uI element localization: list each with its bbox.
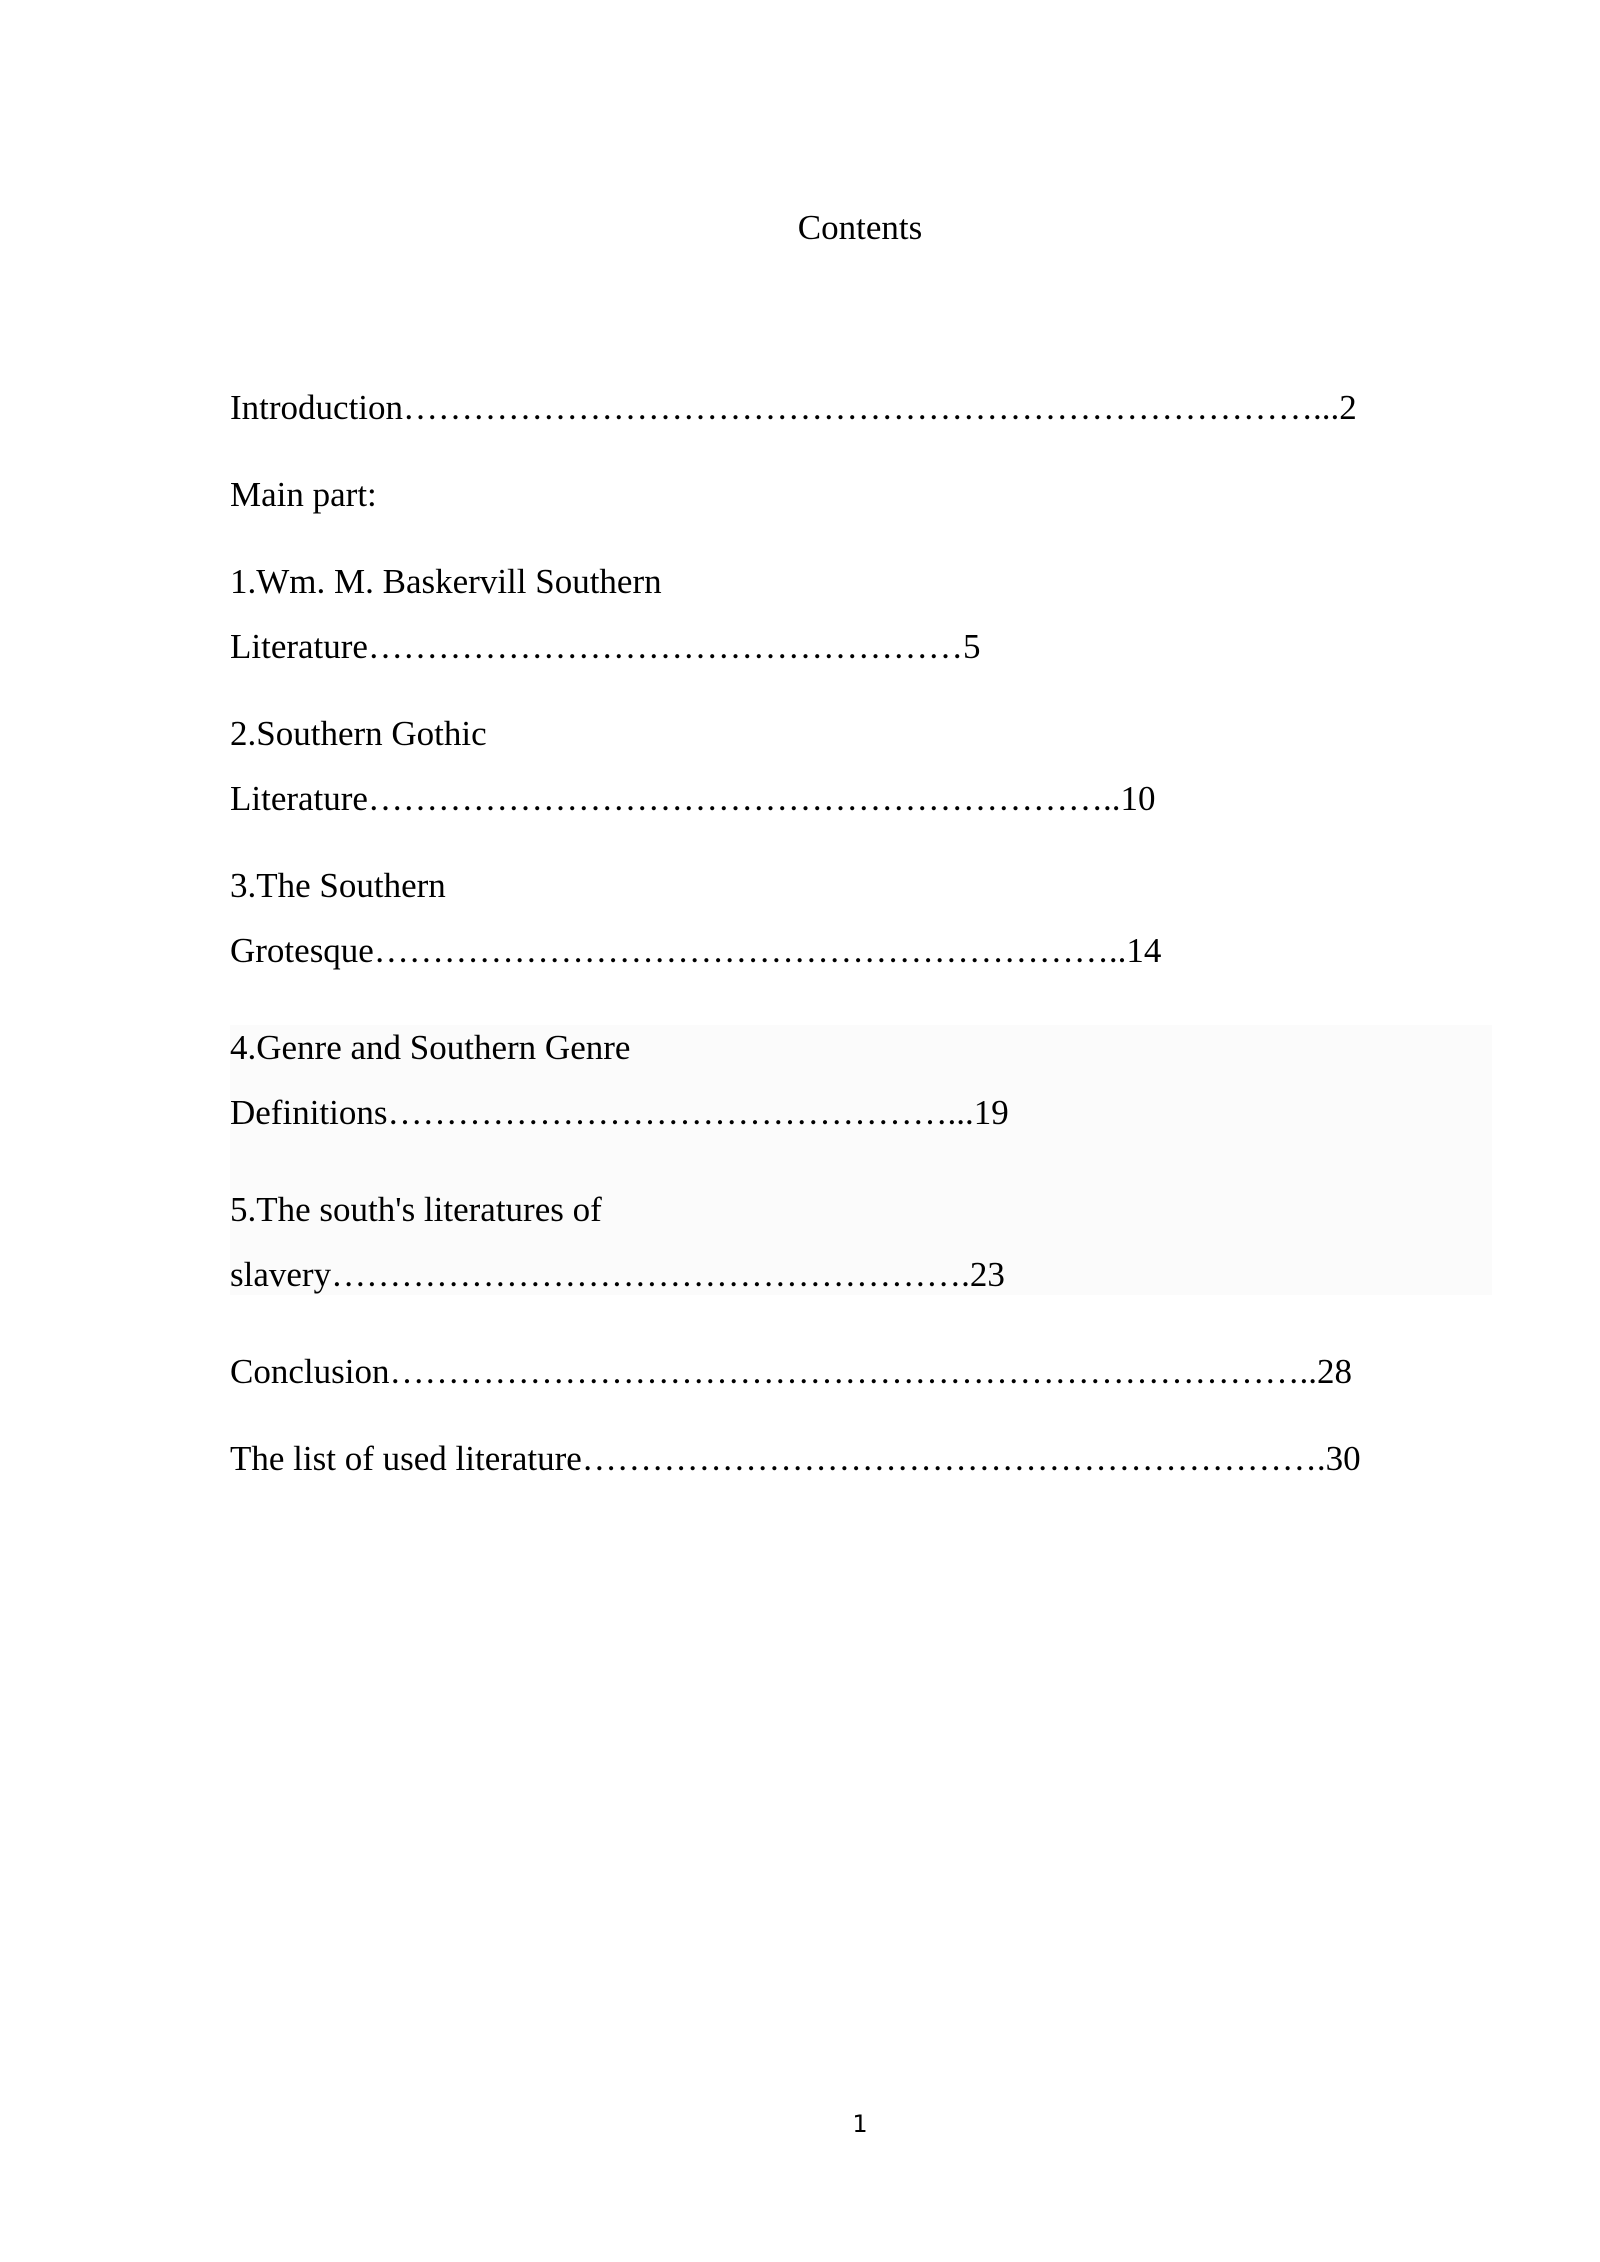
toc-item4-entry: Definitions…………………………………………...19	[230, 1093, 1009, 1132]
page-number: 1	[852, 2110, 868, 2138]
toc-item3-title: 3.The Southern	[230, 866, 446, 905]
toc-item1-title: 1.Wm. M. Baskervill Southern	[230, 562, 662, 601]
toc-main-part: Main part:	[230, 475, 377, 514]
toc-item2-title: 2.Southern Gothic	[230, 714, 487, 753]
toc-item2-entry: Literature………………………………………………………..10	[230, 779, 1156, 818]
toc-item5-title: 5.The south's literatures of	[230, 1190, 602, 1229]
toc-introduction: Introduction……………………………………………………………………...2	[230, 388, 1357, 427]
toc-item1-entry: Literature……………………………………………5	[230, 627, 981, 666]
toc-item3-entry: Grotesque………………………………………………………..14	[230, 931, 1162, 970]
toc-item4-title: 4.Genre and Southern Genre	[230, 1028, 631, 1067]
toc-literature-list: The list of used literature……………………………………………………….30	[230, 1439, 1361, 1478]
page-title: Contents	[797, 208, 923, 247]
toc-item5-entry: slavery……………………………………………….23	[230, 1255, 1005, 1294]
toc-conclusion: Conclusion……………………………………………………………………..28	[230, 1352, 1352, 1391]
